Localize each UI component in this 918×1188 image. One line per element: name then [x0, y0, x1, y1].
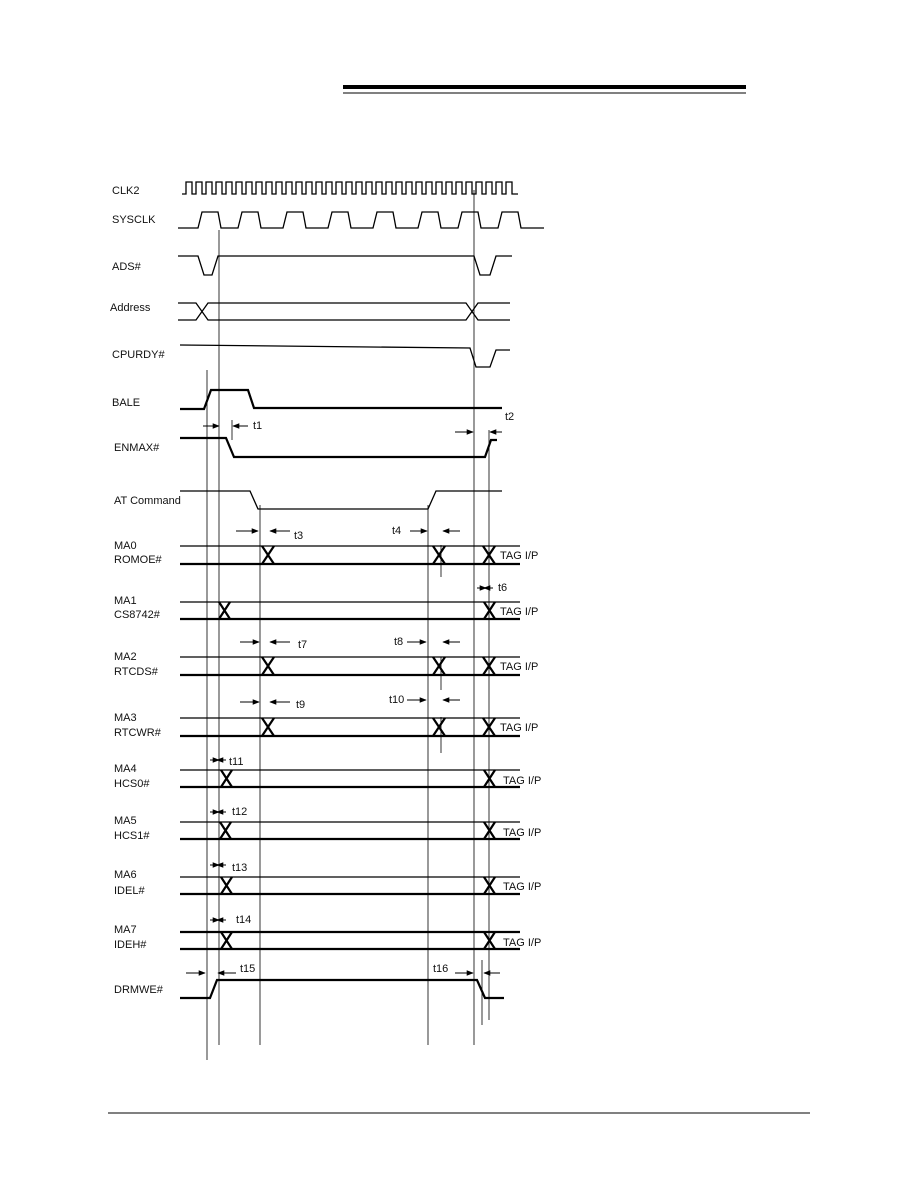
- signal-label-ma4: MA4: [114, 763, 137, 775]
- sysclk-waveform: [178, 212, 544, 228]
- ma1-cs8742-waveform: [180, 602, 520, 619]
- timing-label-t15: t15: [240, 963, 256, 975]
- ma5-hcs1-waveform: [180, 822, 520, 839]
- timing-arrows: [186, 426, 502, 973]
- signal-label-sysclk: SYSCLK: [112, 214, 156, 226]
- tag-label-ma0: TAG I/P: [500, 550, 539, 562]
- ma4-hcs0-waveform: [180, 770, 520, 787]
- signal-label-ads: ADS#: [112, 261, 141, 273]
- signal-label-ma6: MA6: [114, 869, 137, 881]
- signal-label-cs8742: CS8742#: [114, 609, 160, 621]
- timing-label-t8: t8: [394, 636, 404, 648]
- signal-label-ideh: IDEH#: [114, 939, 147, 951]
- drmwe-waveform: [180, 980, 504, 998]
- clk2-waveform: [182, 182, 518, 194]
- signal-label-ma1: MA1: [114, 595, 137, 607]
- ma3-rtcwr-waveform: [180, 718, 520, 736]
- timing-label-t12: t12: [232, 806, 248, 818]
- timing-label-t11: t11: [229, 756, 244, 768]
- tag-label-ma2: TAG I/P: [500, 661, 539, 673]
- signal-label-ma0: MA0: [114, 540, 137, 552]
- timing-label-t3: t3: [294, 530, 304, 542]
- tag-label-ma7: TAG I/P: [503, 937, 542, 949]
- timing-label-t9: t9: [296, 699, 306, 711]
- timing-label-t14: t14: [236, 914, 252, 926]
- header-rule: [343, 85, 746, 93]
- ma0-romoe-waveform: [180, 546, 520, 564]
- signal-label-hcs1: HCS1#: [114, 830, 150, 842]
- ads-waveform: [178, 256, 512, 275]
- signal-label-address: Address: [110, 302, 151, 314]
- signal-label-enmax: ENMAX#: [114, 442, 160, 454]
- timing-label-t2: t2: [505, 411, 515, 423]
- cpurdy-waveform: [180, 345, 510, 367]
- signal-label-ma5: MA5: [114, 815, 137, 827]
- signal-label-cpurdy: CPURDY#: [112, 349, 165, 361]
- signal-label-ma2: MA2: [114, 651, 137, 663]
- timing-label-t1: t1: [253, 420, 263, 432]
- signal-label-ma7: MA7: [114, 924, 137, 936]
- ma7-ideh-waveform: [180, 932, 520, 949]
- tag-label-ma6: TAG I/P: [503, 881, 542, 893]
- signal-label-clk2: CLK2: [112, 185, 140, 197]
- signal-label-rtcwr: RTCWR#: [114, 727, 161, 739]
- ma2-rtcds-waveform: [180, 657, 520, 675]
- timing-label-t16: t16: [433, 963, 449, 975]
- timing-label-t4: t4: [392, 525, 402, 537]
- signal-label-at-command: AT Command: [114, 495, 181, 507]
- address-waveform: [178, 303, 510, 320]
- signal-label-idel: IDEL#: [114, 885, 145, 897]
- signal-label-ma3: MA3: [114, 712, 137, 724]
- signal-label-rtcds: RTCDS#: [114, 666, 158, 678]
- timing-label-t6: t6: [498, 582, 508, 594]
- timing-label-t10: t10: [389, 694, 405, 706]
- timing-label-t7: t7: [298, 639, 308, 651]
- signal-label-hcs0: HCS0#: [114, 778, 150, 790]
- signal-label-romoe: ROMOE#: [114, 554, 162, 566]
- enmax-waveform: [180, 438, 497, 457]
- timing-label-t13: t13: [232, 862, 248, 874]
- tag-label-ma4: TAG I/P: [503, 775, 542, 787]
- at-command-waveform: [180, 491, 502, 509]
- signal-label-drmwe: DRMWE#: [114, 984, 163, 996]
- tag-label-ma5: TAG I/P: [503, 827, 542, 839]
- ma6-idel-waveform: [180, 877, 520, 894]
- tag-label-ma1: TAG I/P: [500, 606, 539, 618]
- tag-label-ma3: TAG I/P: [500, 722, 539, 734]
- signal-label-bale: BALE: [112, 397, 141, 409]
- bale-waveform: [180, 390, 502, 409]
